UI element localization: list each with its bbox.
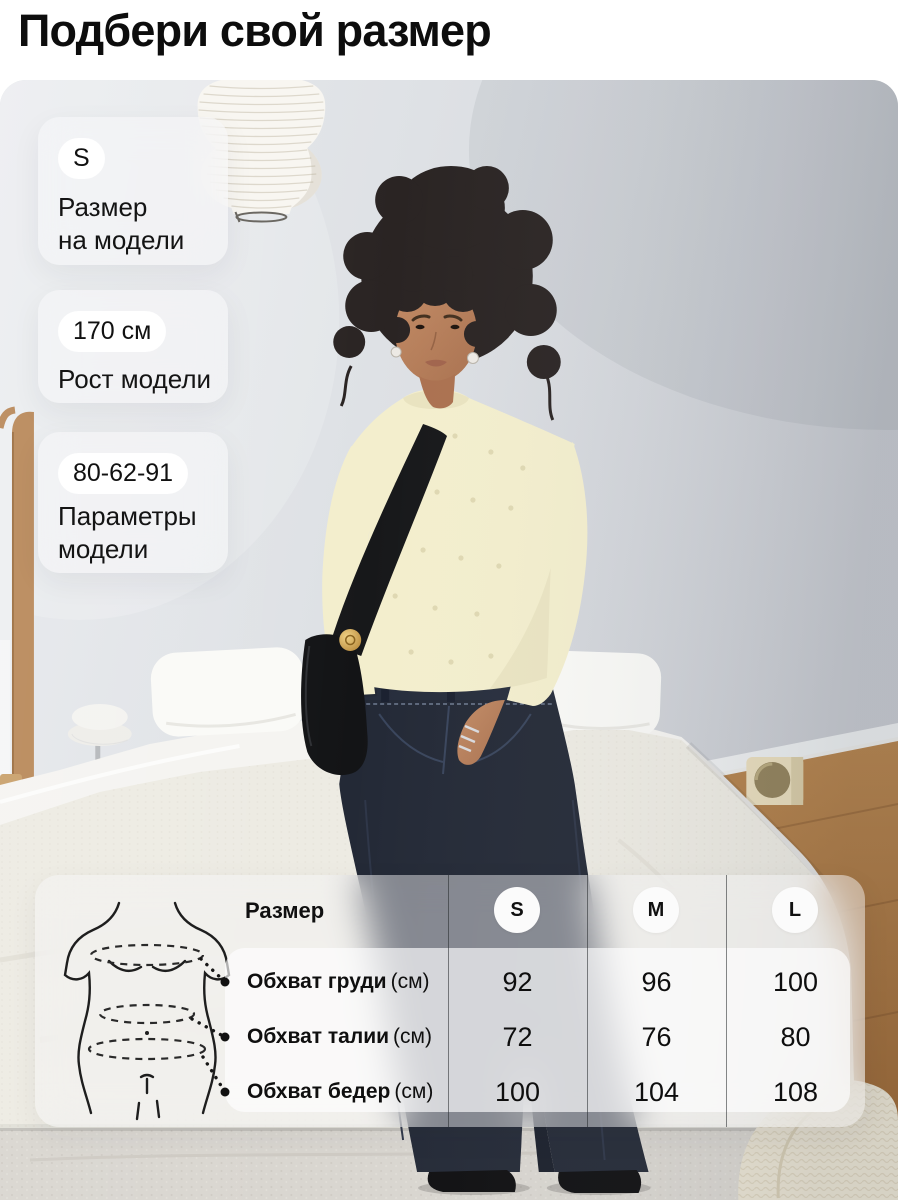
leader-bullet bbox=[221, 978, 230, 1097]
cell-chest-s: 92 bbox=[502, 967, 533, 997]
model-height-card bbox=[38, 290, 228, 403]
cell-waist-s: 72 bbox=[502, 1022, 533, 1052]
cell-chest-m: 96 bbox=[641, 967, 672, 997]
cell-hips-s: 100 bbox=[494, 1077, 541, 1107]
model-height-label: Рост модели bbox=[58, 364, 212, 394]
model-parameters-label: Параметры модели bbox=[58, 501, 197, 564]
size-badge-s: S bbox=[494, 887, 540, 933]
model-parameters-value: 80-62-91 bbox=[73, 459, 174, 487]
model-size-label: Размер на модели bbox=[58, 192, 185, 255]
size-badge-m: M bbox=[633, 887, 679, 933]
page-title: Подбери свой размер bbox=[18, 5, 491, 56]
model-parameters-badge bbox=[58, 453, 188, 494]
model-height-badge bbox=[58, 311, 166, 352]
model-size-badge bbox=[58, 138, 105, 179]
model-parameters-card bbox=[38, 432, 228, 573]
cell-waist-l: 80 bbox=[780, 1022, 811, 1052]
model-size-value: S bbox=[73, 144, 90, 172]
table-header-size: Размер bbox=[245, 898, 325, 923]
model-size-card bbox=[38, 117, 228, 265]
cell-waist-m: 76 bbox=[641, 1022, 672, 1052]
size-badge-l: L bbox=[772, 887, 818, 933]
size-table bbox=[35, 875, 865, 1127]
row-label-chest: Обхват груди (см) bbox=[247, 970, 430, 993]
cell-chest-l: 100 bbox=[772, 967, 819, 997]
model-height-value: 170 см bbox=[73, 317, 152, 345]
cell-hips-l: 108 bbox=[772, 1077, 819, 1107]
cell-hips-m: 104 bbox=[633, 1077, 680, 1107]
row-label-hips: Обхват бедер (см) bbox=[247, 1080, 434, 1103]
product-photo bbox=[0, 80, 898, 1200]
row-label-waist: Обхват талии (см) bbox=[247, 1025, 432, 1048]
